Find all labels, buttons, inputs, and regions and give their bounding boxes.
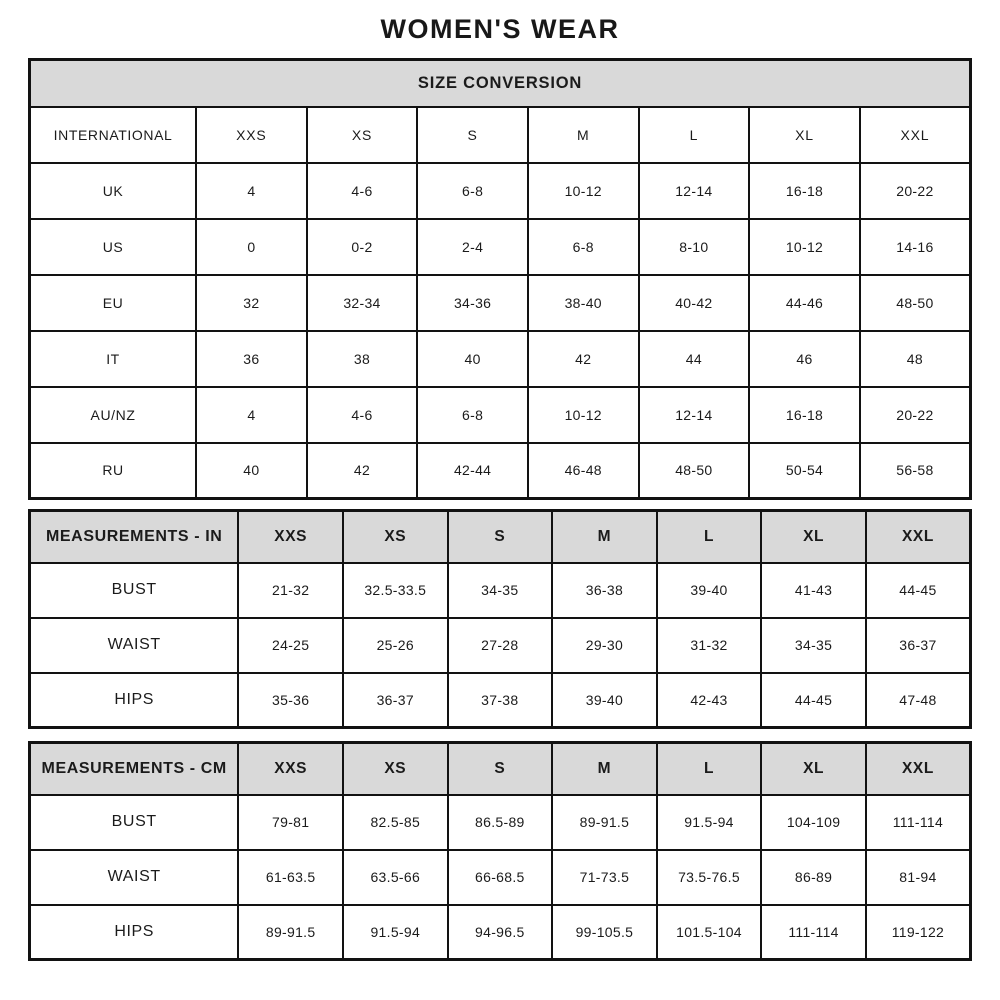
measurements-cm-header-l: L [657, 743, 762, 795]
value-cell: 6-8 [528, 219, 639, 275]
value-cell: 39-40 [657, 563, 762, 618]
measurements-in-row-waist [30, 618, 971, 673]
value-cell: 48-50 [860, 275, 971, 331]
value-cell: 42-44 [417, 443, 528, 499]
row-label: BUST [30, 563, 239, 618]
row-label: HIPS [30, 673, 239, 728]
measurements-in-header-m: M [552, 511, 657, 563]
measurements-cm-table [28, 741, 972, 961]
measurements-in-table [28, 509, 972, 729]
value-cell: 21-32 [238, 563, 343, 618]
size-conversion-header-m: M [528, 107, 639, 163]
value-cell: 61-63.5 [238, 850, 343, 905]
page-title: WOMEN'S WEAR [380, 14, 620, 44]
value-cell: 40 [196, 443, 307, 499]
measurements-cm-row-hips [30, 905, 971, 960]
row-label: UK [30, 163, 197, 219]
value-cell: 79-81 [238, 795, 343, 850]
size-conversion-row-us [30, 219, 971, 275]
value-cell: 82.5-85 [343, 795, 448, 850]
size-conversion-row-au-nz [30, 387, 971, 443]
value-cell: 12-14 [639, 163, 750, 219]
value-cell: 71-73.5 [552, 850, 657, 905]
value-cell: 16-18 [749, 163, 860, 219]
value-cell: 42 [528, 331, 639, 387]
measurements-cm-header-xxs: XXS [238, 743, 343, 795]
measurements-in-header-xxl: XXL [866, 511, 971, 563]
value-cell: 99-105.5 [552, 905, 657, 960]
value-cell: 63.5-66 [343, 850, 448, 905]
size-conversion-header-xs: XS [307, 107, 418, 163]
row-label: WAIST [30, 618, 239, 673]
value-cell: 38 [307, 331, 418, 387]
value-cell: 41-43 [761, 563, 866, 618]
size-conversion-header-xxl: XXL [860, 107, 971, 163]
size-conversion-row-it [30, 331, 971, 387]
value-cell: 39-40 [552, 673, 657, 728]
value-cell: 94-96.5 [448, 905, 553, 960]
measurements-in-row-hips [30, 673, 971, 728]
value-cell: 10-12 [528, 163, 639, 219]
value-cell: 14-16 [860, 219, 971, 275]
value-cell: 12-14 [639, 387, 750, 443]
value-cell: 31-32 [657, 618, 762, 673]
value-cell: 46-48 [528, 443, 639, 499]
size-conversion-header-xl: XL [749, 107, 860, 163]
value-cell: 36-38 [552, 563, 657, 618]
size-conversion-row-eu [30, 275, 971, 331]
measurements-in-header-label: MEASUREMENTS - IN [30, 511, 239, 563]
size-conversion-banner-row [30, 60, 971, 107]
value-cell: 16-18 [749, 387, 860, 443]
measurements-cm-row-bust [30, 795, 971, 850]
row-label: US [30, 219, 197, 275]
value-cell: 104-109 [761, 795, 866, 850]
size-conversion-header-label: INTERNATIONAL [30, 107, 197, 163]
value-cell: 40-42 [639, 275, 750, 331]
value-cell: 34-35 [448, 563, 553, 618]
value-cell: 91.5-94 [343, 905, 448, 960]
value-cell: 44-45 [866, 563, 971, 618]
value-cell: 25-26 [343, 618, 448, 673]
measurements-cm-header-xxl: XXL [866, 743, 971, 795]
value-cell: 86.5-89 [448, 795, 553, 850]
measurements-in-header-row [30, 511, 971, 563]
measurements-in-header-xs: XS [343, 511, 448, 563]
size-conversion-table [28, 58, 972, 500]
value-cell: 44-45 [761, 673, 866, 728]
value-cell: 44-46 [749, 275, 860, 331]
value-cell: 32.5-33.5 [343, 563, 448, 618]
size-conversion-header-l: L [639, 107, 750, 163]
value-cell: 42-43 [657, 673, 762, 728]
value-cell: 111-114 [866, 795, 971, 850]
value-cell: 36-37 [866, 618, 971, 673]
value-cell: 10-12 [528, 387, 639, 443]
value-cell: 36 [196, 331, 307, 387]
value-cell: 10-12 [749, 219, 860, 275]
value-cell: 4-6 [307, 163, 418, 219]
value-cell: 27-28 [448, 618, 553, 673]
row-label: HIPS [30, 905, 239, 960]
value-cell: 2-4 [417, 219, 528, 275]
value-cell: 86-89 [761, 850, 866, 905]
row-label: BUST [30, 795, 239, 850]
measurements-in-header-l: L [657, 511, 762, 563]
value-cell: 40 [417, 331, 528, 387]
value-cell: 111-114 [761, 905, 866, 960]
value-cell: 50-54 [749, 443, 860, 499]
row-label: EU [30, 275, 197, 331]
value-cell: 6-8 [417, 163, 528, 219]
value-cell: 48-50 [639, 443, 750, 499]
value-cell: 42 [307, 443, 418, 499]
value-cell: 24-25 [238, 618, 343, 673]
measurements-in-header-xl: XL [761, 511, 866, 563]
value-cell: 66-68.5 [448, 850, 553, 905]
measurements-in-header-s: S [448, 511, 553, 563]
value-cell: 4 [196, 163, 307, 219]
measurements-cm-header-label: MEASUREMENTS - CM [30, 743, 239, 795]
value-cell: 8-10 [639, 219, 750, 275]
value-cell: 32 [196, 275, 307, 331]
value-cell: 20-22 [860, 387, 971, 443]
measurements-cm-row-waist [30, 850, 971, 905]
value-cell: 32-34 [307, 275, 418, 331]
value-cell: 35-36 [238, 673, 343, 728]
measurements-cm-header-xs: XS [343, 743, 448, 795]
row-label: AU/NZ [30, 387, 197, 443]
value-cell: 29-30 [552, 618, 657, 673]
measurements-in-header-xxs: XXS [238, 511, 343, 563]
value-cell: 89-91.5 [238, 905, 343, 960]
value-cell: 91.5-94 [657, 795, 762, 850]
value-cell: 34-36 [417, 275, 528, 331]
size-conversion-row-ru [30, 443, 971, 499]
value-cell: 101.5-104 [657, 905, 762, 960]
measurements-cm-header-s: S [448, 743, 553, 795]
row-label: RU [30, 443, 197, 499]
value-cell: 6-8 [417, 387, 528, 443]
value-cell: 44 [639, 331, 750, 387]
size-conversion-header-s: S [417, 107, 528, 163]
row-label: WAIST [30, 850, 239, 905]
value-cell: 56-58 [860, 443, 971, 499]
value-cell: 48 [860, 331, 971, 387]
value-cell: 73.5-76.5 [657, 850, 762, 905]
value-cell: 0 [196, 219, 307, 275]
value-cell: 36-37 [343, 673, 448, 728]
size-conversion-header-xxs: XXS [196, 107, 307, 163]
value-cell: 37-38 [448, 673, 553, 728]
measurements-in-row-bust [30, 563, 971, 618]
value-cell: 47-48 [866, 673, 971, 728]
measurements-cm-header-xl: XL [761, 743, 866, 795]
size-conversion-banner: SIZE CONVERSION [30, 60, 971, 107]
value-cell: 38-40 [528, 275, 639, 331]
value-cell: 0-2 [307, 219, 418, 275]
value-cell: 89-91.5 [552, 795, 657, 850]
value-cell: 4 [196, 387, 307, 443]
measurements-cm-header-m: M [552, 743, 657, 795]
value-cell: 46 [749, 331, 860, 387]
value-cell: 4-6 [307, 387, 418, 443]
size-conversion-header-row [30, 107, 971, 163]
value-cell: 20-22 [860, 163, 971, 219]
size-conversion-row-uk [30, 163, 971, 219]
value-cell: 34-35 [761, 618, 866, 673]
measurements-cm-header-row [30, 743, 971, 795]
value-cell: 119-122 [866, 905, 971, 960]
row-label: IT [30, 331, 197, 387]
value-cell: 81-94 [866, 850, 971, 905]
